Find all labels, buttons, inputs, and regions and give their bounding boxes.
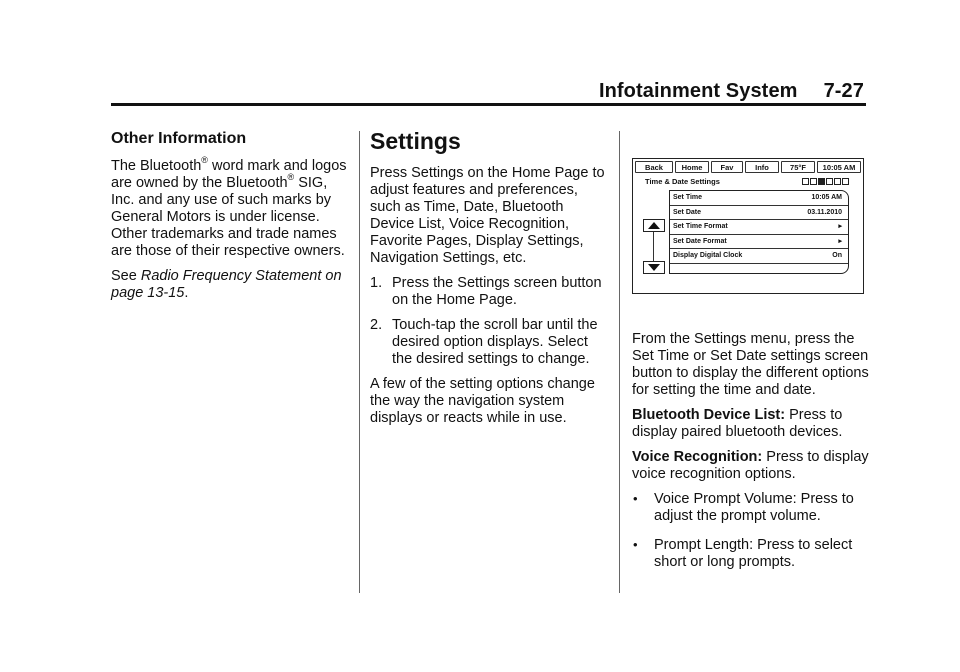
chevron-right-icon: ▸ [838,223,842,231]
chevron-right-icon: ▸ [838,237,842,245]
row-value: On [832,252,842,260]
settings-row-empty [670,264,848,275]
registered-mark: ® [201,155,208,166]
up-arrow-icon [648,222,660,229]
bullet-item [632,491,872,525]
step-item [370,317,610,368]
header-rule [111,103,866,106]
settings-intro: Press Settings on the Home Page to adjust features and preferences, such as Time, Date, Bluetooth Device List, Voice Recognition, Favorite Pages, Display Settings, Navigation Settings, etc. [370,165,605,266]
status-icon [810,178,817,185]
settings-row-set-date[interactable] [670,206,848,221]
time-date-settings-screen [632,158,864,294]
other-information-heading: Other Information [111,130,247,147]
see-suffix: . [184,285,189,301]
bluetooth-label: Bluetooth Device List: [632,407,786,423]
see-reference-paragraph [111,268,351,302]
status-icon [834,178,841,185]
scroll-track[interactable] [653,232,654,261]
section-title: Infotainment System [598,80,798,102]
para1-part-a: The Bluetooth [111,158,202,174]
status-icon [802,178,809,185]
info-button[interactable]: Info [745,161,779,173]
row-label: Display Digital Clock [673,252,743,260]
row-value: 03.11.2010 [807,208,842,216]
row-label: Set Time [673,194,703,202]
status-icon [826,178,833,185]
fav-button[interactable]: Fav [711,161,743,173]
settings-row-set-date-format[interactable] [670,235,848,250]
column-divider-right [619,131,620,593]
status-icon [818,178,825,185]
screen-title: Time & Date Settings [645,177,720,186]
settings-heading: Settings [370,128,461,154]
voice-recognition-text: Press to display voice recognition options. [632,449,869,482]
page-number: 7-27 [823,80,864,102]
bullet-text: Prompt Length: Press to select short or long prompts. [654,537,853,570]
scroll-up-button[interactable] [643,219,665,232]
settings-menu-paragraph: From the Settings menu, press the Set Time or Set Date settings screen button to display the different options for setting the time and date. [632,331,869,398]
para1-part-c: SIG, Inc. and any use of such marks by General Motors is under license. Other trademarks and trade names are those of their respective owners. [111,175,345,259]
page-header [599,80,864,103]
bullet-item [632,537,872,571]
row-value: 10:05 AM [811,194,842,202]
bluetooth-device-list-paragraph [632,407,872,441]
registered-mark: ® [287,172,295,183]
middle-column [370,128,610,435]
left-column [111,129,351,310]
temperature-display: 75°F [781,161,815,173]
step-text: Press the Settings screen button on the Home Page. [392,275,602,308]
right-column [632,331,872,583]
para1-part-b: word mark and logos are owned by the Bluetooth [111,158,347,191]
status-icon [842,178,849,185]
row-label: Set Date Format [673,237,727,245]
back-button[interactable]: Back [635,161,673,173]
see-prefix: See [111,268,141,284]
settings-row-set-time[interactable] [670,191,848,206]
bullet-dot: • [633,537,638,552]
step-number: 2. [370,317,383,333]
radio-frequency-reference-link[interactable]: Radio Frequency Statement on page 13-15 [111,268,342,301]
settings-list [669,190,849,274]
voice-recognition-label: Voice Recognition: [632,449,763,465]
scroll-down-button[interactable] [643,261,665,274]
step-text: Touch-tap the scroll bar until the desired option displays. Select the desired settings to change. [392,317,598,367]
bluetooth-trademark-paragraph [111,155,351,260]
row-label: Set Time Format [673,223,728,231]
row-label: Set Date [673,208,702,216]
home-button[interactable]: Home [675,161,709,173]
settings-closing: A few of the setting options change the way the navigation system displays or reacts while in use. [370,376,595,426]
bluetooth-text: Press to display paired bluetooth devices. [632,407,843,440]
clock-display: 10:05 AM [817,161,861,173]
settings-row-set-time-format[interactable] [670,220,848,235]
screen-top-bar [635,161,861,173]
bullet-text: Voice Prompt Volume: Press to adjust the prompt volume. [654,491,854,524]
settings-row-display-digital-clock[interactable] [670,249,848,264]
down-arrow-icon [648,264,660,271]
step-item [370,275,610,309]
bullet-dot: • [633,491,638,506]
step-number: 1. [370,275,383,291]
status-icons [802,178,849,185]
column-divider-left [359,131,360,593]
voice-recognition-paragraph [632,449,872,483]
